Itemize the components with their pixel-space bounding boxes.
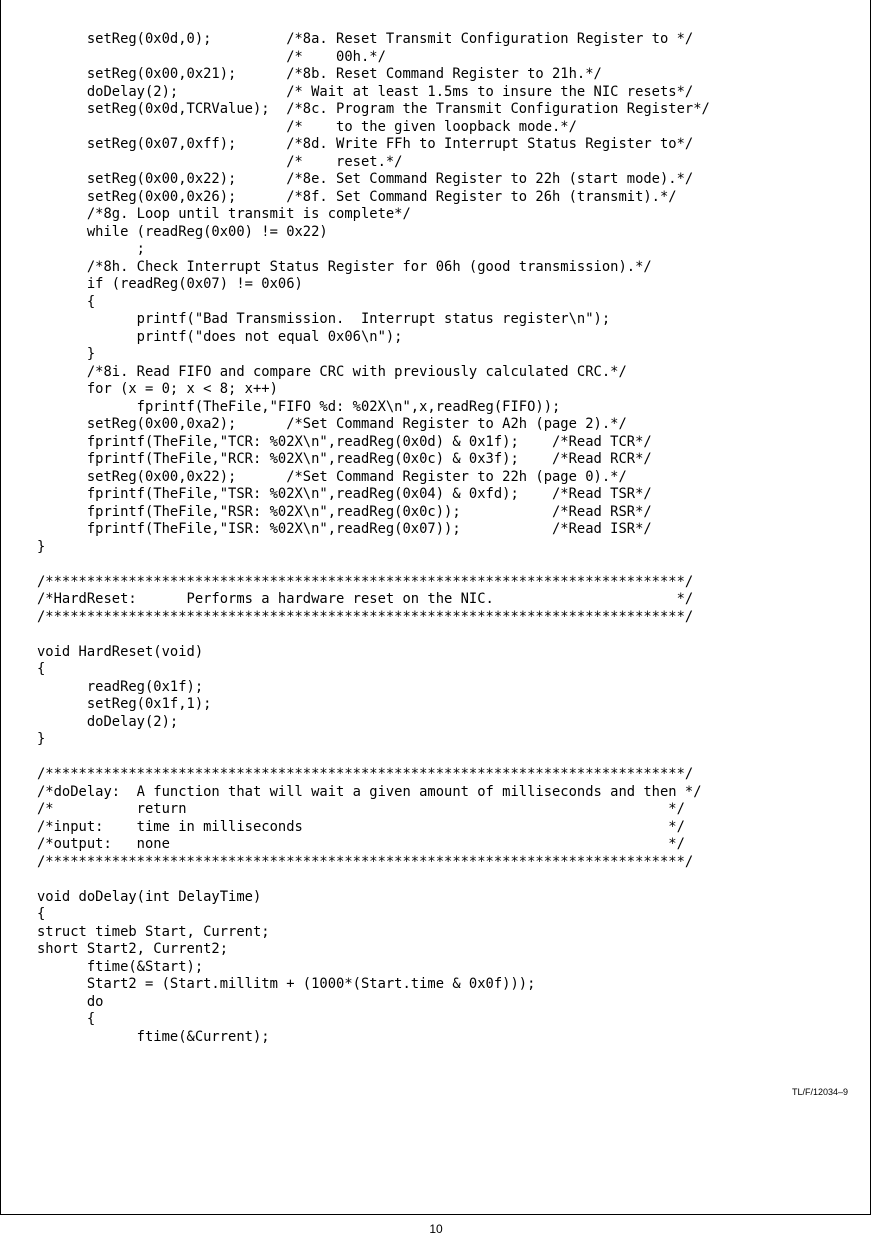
code-line: /*****************************************************************************/ xyxy=(37,573,694,590)
code-line: /*output: none */ xyxy=(37,836,685,852)
code-line: setReg(0x07,0xff); /*8d. Write FFh to Interrupt Status Register to*/ xyxy=(37,136,694,152)
code-line: fprintf(TheFile,"TSR: %02X\n",readReg(0x04) & 0xfd); /*Read TSR*/ xyxy=(37,486,652,502)
code-line: printf("Bad Transmission. Interrupt status register\n"); xyxy=(37,311,611,327)
code-line: doDelay(2); xyxy=(37,713,179,730)
code-line: { xyxy=(37,293,96,310)
code-line: /*input: time in milliseconds */ xyxy=(37,818,685,835)
code-line: setReg(0x00,0xa2); /*Set Command Register to A2h (page 2).*/ xyxy=(37,416,627,432)
code-line: ; xyxy=(37,241,145,257)
code-line: readReg(0x1f); xyxy=(37,678,204,695)
code-line: /*****************************************************************************/ xyxy=(37,608,694,625)
code-line: Start2 = (Start.millitm + (1000*(Start.time & 0x0f))); xyxy=(37,976,536,992)
code-line: /*HardReset: Performs a hardware reset on the NIC. */ xyxy=(37,591,694,607)
code-line: setReg(0x00,0x22); /*Set Command Register to 22h (page 0).*/ xyxy=(37,468,627,485)
code-line: fprintf(TheFile,"FIFO %d: %02X\n",x,readReg(FIFO)); xyxy=(37,398,561,415)
code-line: setReg(0x0d,0); /*8a. Reset Transmit Configuration Register to */ xyxy=(37,31,694,47)
code-line: /* return */ xyxy=(37,801,685,817)
code-line: /* reset.*/ xyxy=(37,153,403,170)
code-line: { xyxy=(37,906,46,922)
code-line: /*8g. Loop until transmit is complete*/ xyxy=(37,206,411,222)
code-line: short Start2, Current2; xyxy=(37,941,229,957)
code-line: for (x = 0; x < 8; x++) xyxy=(37,381,278,397)
figure-id: TL/F/12034–9 xyxy=(791,1087,848,1097)
code-line: doDelay(2); /* Wait at least 1.5ms to insure the NIC resets*/ xyxy=(37,83,694,100)
code-line: void doDelay(int DelayTime) xyxy=(37,888,262,905)
code-line: fprintf(TheFile,"ISR: %02X\n",readReg(0x07)); /*Read ISR*/ xyxy=(37,521,652,537)
code-line: setReg(0x1f,1); xyxy=(37,696,212,712)
code-line: ftime(&Start); xyxy=(37,958,204,975)
code-line: fprintf(TheFile,"TCR: %02X\n",readReg(0x0d) & 0x1f); /*Read TCR*/ xyxy=(37,433,652,450)
code-line: setReg(0x00,0x26); /*8f. Set Command Register to 26h (transmit).*/ xyxy=(37,188,677,205)
code-line: setReg(0x00,0x21); /*8b. Reset Command Register to 21h.*/ xyxy=(37,66,602,82)
code-line: ftime(&Current); xyxy=(37,1028,270,1045)
code-line: setReg(0x0d,TCRValue); /*8c. Program the Transmit Configuration Register*/ xyxy=(37,101,710,117)
code-line: printf("does not equal 0x06\n"); xyxy=(37,328,403,345)
code-line: /*****************************************************************************/ xyxy=(37,853,694,870)
page-number: 10 xyxy=(429,1222,443,1236)
code-line: /*8i. Read FIFO and compare CRC with previously calculated CRC.*/ xyxy=(37,363,627,380)
code-line: setReg(0x00,0x22); /*8e. Set Command Register to 22h (start mode).*/ xyxy=(37,171,694,187)
code-line: /*****************************************************************************/ xyxy=(37,766,694,782)
code-line: /* to the given loopback mode.*/ xyxy=(37,118,577,135)
code-line: while (readReg(0x00) != 0x22) xyxy=(37,223,328,240)
code-line: fprintf(TheFile,"RSR: %02X\n",readReg(0x0c)); /*Read RSR*/ xyxy=(37,503,652,520)
code-line: { xyxy=(37,661,46,677)
code-line: } xyxy=(37,538,46,555)
code-line: /*8h. Check Interrupt Status Register for 06h (good transmission).*/ xyxy=(37,258,652,275)
code-line: } xyxy=(37,346,96,362)
code-line: fprintf(TheFile,"RCR: %02X\n",readReg(0x0c) & 0x3f); /*Read RCR*/ xyxy=(37,451,652,467)
code-line: void HardReset(void) xyxy=(37,643,204,660)
code-line: /* 00h.*/ xyxy=(37,48,386,65)
code-line: if (readReg(0x07) != 0x06) xyxy=(37,276,303,292)
code-line: struct timeb Start, Current; xyxy=(37,923,270,940)
code-line: /*doDelay: A function that will wait a given amount of milliseconds and then */ xyxy=(37,783,702,800)
code-line: { xyxy=(37,1011,96,1027)
code-line: do xyxy=(37,993,104,1010)
code-line: } xyxy=(37,731,46,747)
